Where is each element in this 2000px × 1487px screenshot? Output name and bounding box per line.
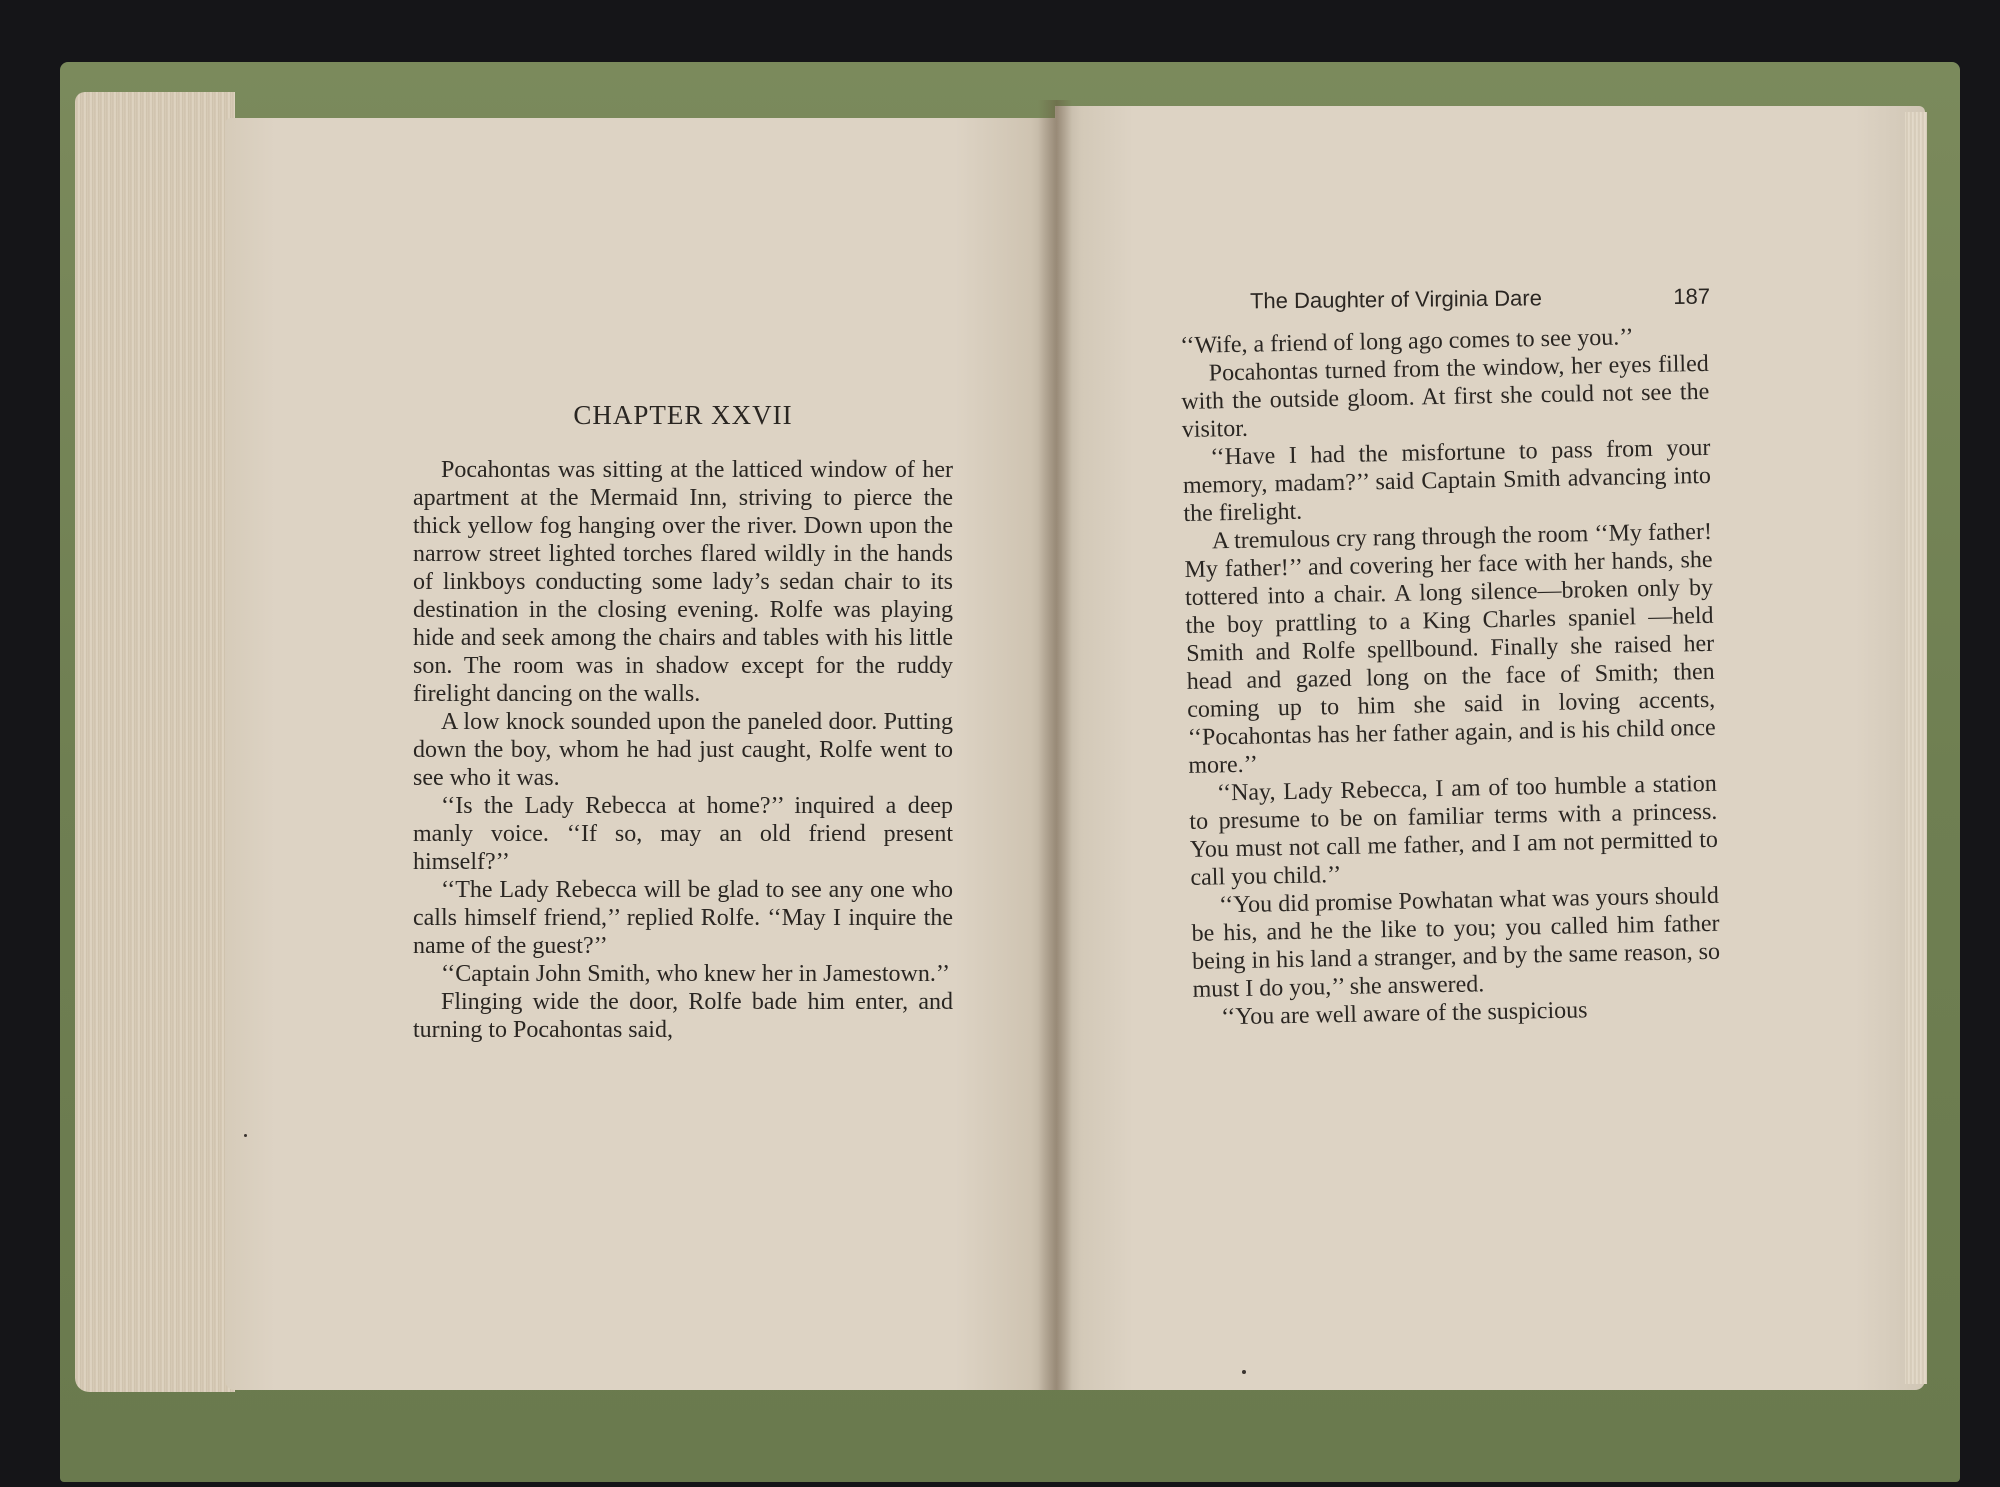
paragraph: Flinging wide the door, Rolfe bade him enter, and turning to Pocahontas said, bbox=[413, 989, 953, 1043]
running-head bbox=[1250, 284, 1710, 315]
paragraph: ‘‘The Lady Rebecca will be glad to see any one who calls himself friend,’’ replied Rolfe. ‘‘May I inquire the name of the guest?’’ bbox=[413, 877, 953, 959]
paper-speck bbox=[1242, 1370, 1246, 1374]
paper-speck bbox=[244, 1134, 247, 1137]
paragraph: ‘‘You did promise Powhatan what was yours should be his, and he the like to you; you called him father being in his land a stranger, and by the same reason, so must I do you,’’ she answered. bbox=[1191, 882, 1721, 1003]
paragraph: ‘‘Is the Lady Rebecca at home?’’ inquired a deep manly voice. ‘‘If so, may an old friend present himself?’’ bbox=[413, 793, 953, 875]
page-edges bbox=[75, 92, 235, 1392]
paragraph: A low knock sounded upon the paneled door. Putting down the boy, whom he had just caught, Rolfe went to see who it was. bbox=[413, 709, 953, 791]
paragraph: ‘‘Wife, a friend of long ago comes to see you.’’ bbox=[1180, 324, 1634, 359]
page-number: 187 bbox=[1673, 283, 1711, 309]
paragraph: A tremulous cry rang through the room ‘‘My father! My father!’’ and covering her face with her hands, she tottered into a chair. A long silence—broken only by the boy prattling to a King Charles spaniel —held Smith and Rolfe spellbound. Finally she raised her head and gazed long on the face of Smith; then coming up to him she said in loving accents, ‘‘Pocahontas has her father again, and is his child once more.’’ bbox=[1184, 518, 1716, 779]
left-page-text bbox=[413, 456, 953, 1044]
paragraph: ‘‘Nay, Lady Rebecca, I am of too humble a station to presume to be on familiar terms with a princess. You must not call me father, and I am not permitted to call you child.’’ bbox=[1189, 770, 1719, 891]
paragraph: ‘‘Have I had the misfortune to pass from your memory, madam?’’ said Captain Smith advancing into the firelight. bbox=[1182, 434, 1712, 527]
right-page-edges bbox=[1905, 112, 1927, 1384]
paragraph: ‘‘You are well aware of the suspicious bbox=[1220, 997, 1588, 1031]
chapter-title: CHAPTER XXVII bbox=[573, 400, 793, 430]
paragraph: Pocahontas turned from the window, her eyes filled with the outside gloom. At first she could not see the visitor. bbox=[1181, 350, 1710, 443]
paragraph: Pocahontas was sitting at the latticed window of her apartment at the Mermaid Inn, striving to pierce the thick yellow fog hanging over the river. Down upon the narrow street lighted torches flared wildly in the hands of linkboys conducting some lady’s sedan chair to its destination in the closing evening. Rolfe was playing hide and seek among the chairs and tables with his little son. The room was in shadow except for the ruddy firelight dancing on the walls. bbox=[413, 457, 953, 707]
running-head-title: The Daughter of Virginia Dare bbox=[1249, 285, 1542, 314]
paragraph: ‘‘Captain John Smith, who knew her in Jamestown.’’ bbox=[441, 961, 951, 987]
book-gutter bbox=[1038, 100, 1072, 1390]
right-page-text bbox=[1180, 322, 1721, 1032]
